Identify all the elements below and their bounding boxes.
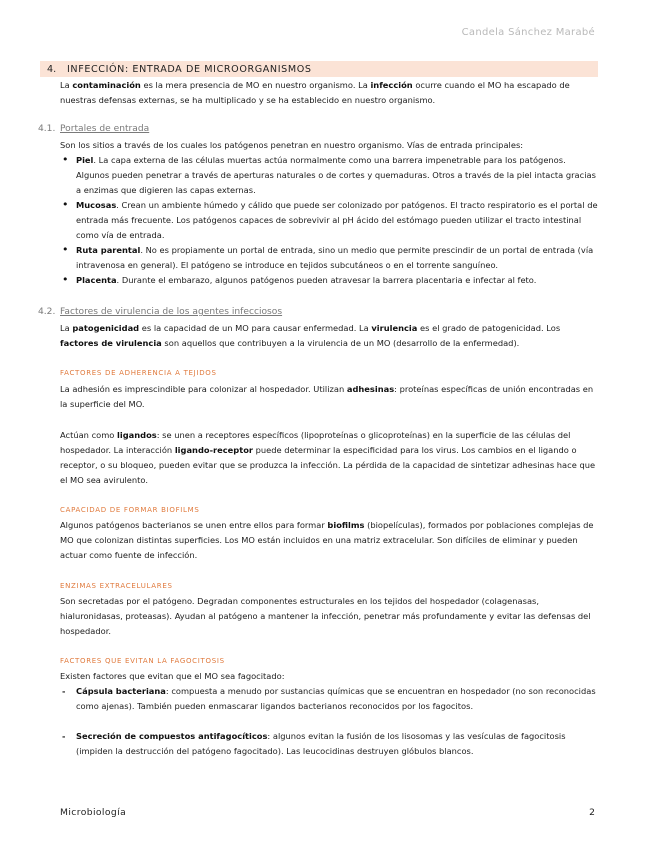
section-title: INFECCIÓN: ENTRADA DE MICROORGANISMOS [67, 63, 312, 75]
heading-biofilms: CAPACIDAD DE FORMAR BIOFILMS [60, 506, 200, 514]
section-number: 4. [47, 63, 57, 75]
page-number: 2 [589, 807, 595, 818]
subsection-number: 4.2. [38, 307, 56, 317]
adherencia-p1: La adhesión es imprescindible para colonizar al hospedador. Utilizan adhesinas: proteínas específicas de unión encontradas en la superficie del MO. [60, 384, 594, 409]
list-item: • Ruta parental. No es propiamente un portal de entrada, sino un medio que permite prescindir de un portal de entrada (vía intravenosa en general). El patógeno se introduce en tejidos subcutáneos o en el torrente sanguíneo. [60, 243, 600, 273]
list-item: • Placenta. Durante el embarazo, algunos patógenos pueden atravesar la barrera placentaria e infectar al feto. [60, 273, 600, 288]
author-name: Candela Sánchez Marabé [461, 27, 595, 38]
portales-content [60, 138, 600, 288]
subsection-title: Portales de entrada [60, 124, 150, 134]
subsection-heading-4-1 [38, 124, 598, 134]
enzimas-text: Son secretadas por el patógeno. Degradan componentes estructurales en los tejidos del hospedador (colagenasas, hialuronidasas, proteasas). Ayudan al patógeno a mantener la infección, penetrar más profundamente y evitar las defensas del hospedador. [60, 596, 591, 636]
section-intro: La contaminación es la mera presencia de MO en nuestro organismo. La infección ocurre cuando el MO ha escapado de nuestras defensas externas, se ha multiplicado y se ha establecido en nuestro organismo. [60, 80, 570, 105]
adherencia-p2: Actúan como ligandos: se unen a receptores específicos (lipoproteínas o glicoproteínas) en la superficie de las células del hospedador. La interacción ligando-receptor puede determinar la especificidad para los virus. Los cambios en el ligando o receptor, o su bloqueo, pueden evitar que se produzca la infección. La pérdida de la capacidad de sintetizar adhesinas hace que el MO sea avirulento. [60, 430, 596, 485]
fagocitosis-list [60, 684, 600, 759]
portales-list [60, 153, 600, 288]
subsection-title: Factores de virulencia de los agentes infecciosos [60, 307, 283, 317]
heading-enzimas: ENZIMAS EXTRACELULARES [60, 582, 173, 590]
biofilms-text: Algunos patógenos bacterianos se unen entre ellos para formar biofilms (biopelículas), formados por poblaciones complejas de MO que colonizan distintas superficies. Los MO están incluidos en una matriz extracelular. Son difíciles de eliminar y pueden actuar como fuente de infección. [60, 520, 594, 560]
subsection-heading-4-2 [38, 307, 598, 317]
subsection-number: 4.1. [38, 124, 56, 134]
heading-adherencia: FACTORES DE ADHERENCIA A TEJIDOS [60, 369, 217, 377]
footer-subject: Microbiología [60, 807, 127, 818]
virulencia-intro: La patogenicidad es la capacidad de un MO para causar enfermedad. La virulencia es el grado de patogenicidad. Los factores de virulencia son aquellos que contribuyen a la virulencia de un MO (desarrollo de la enfermedad). [60, 323, 561, 348]
portales-intro: Son los sitios a través de los cuales los patógenos penetran en nuestro organismo. Vías de entrada principales: [60, 140, 524, 150]
list-item: - Secreción de compuestos antifagocíticos: algunos evitan la fusión de los lisosomas y las vesículas de fagocitosis (impiden la destrucción del patógeno fagocitado). Las leucocidinas destruyen glóbulos blancos. [60, 729, 600, 759]
term-infeccion: infección [370, 80, 413, 90]
fagocitosis-intro: Existen factores que evitan que el MO sea fagocitado: [60, 671, 285, 681]
fagocitosis-content [60, 669, 600, 759]
list-item: - Cápsula bacteriana: compuesta a menudo por sustancias químicas que se encuentran en hospedador (no son reconocidas como ajenas). También pueden enmascarar ligandos bacterianos reconocidos por los fagocitos. [60, 684, 600, 714]
list-item: • Mucosas. Crean un ambiente húmedo y cálido que puede ser colonizado por patógenos. El tracto respiratorio es el portal de entrada más frecuente. Los patógenos capaces de sobrevivir al pH ácido del estómago pueden utilizar el tracto intestinal como vía de entrada. [60, 198, 600, 243]
heading-fagocitosis: FACTORES QUE EVITAN LA FAGOCITOSIS [60, 657, 225, 665]
section-heading [40, 61, 598, 77]
term-contaminacion: contaminación [72, 80, 141, 90]
list-item: • Piel. La capa externa de las células muertas actúa normalmente como una barrera impenetrable para los patógenos. Algunos pueden penetrar a través de aperturas naturales o de cortes y quemaduras. Otros a través de la piel intacta gracias a enzimas que digieren las capas externas. [60, 153, 600, 198]
